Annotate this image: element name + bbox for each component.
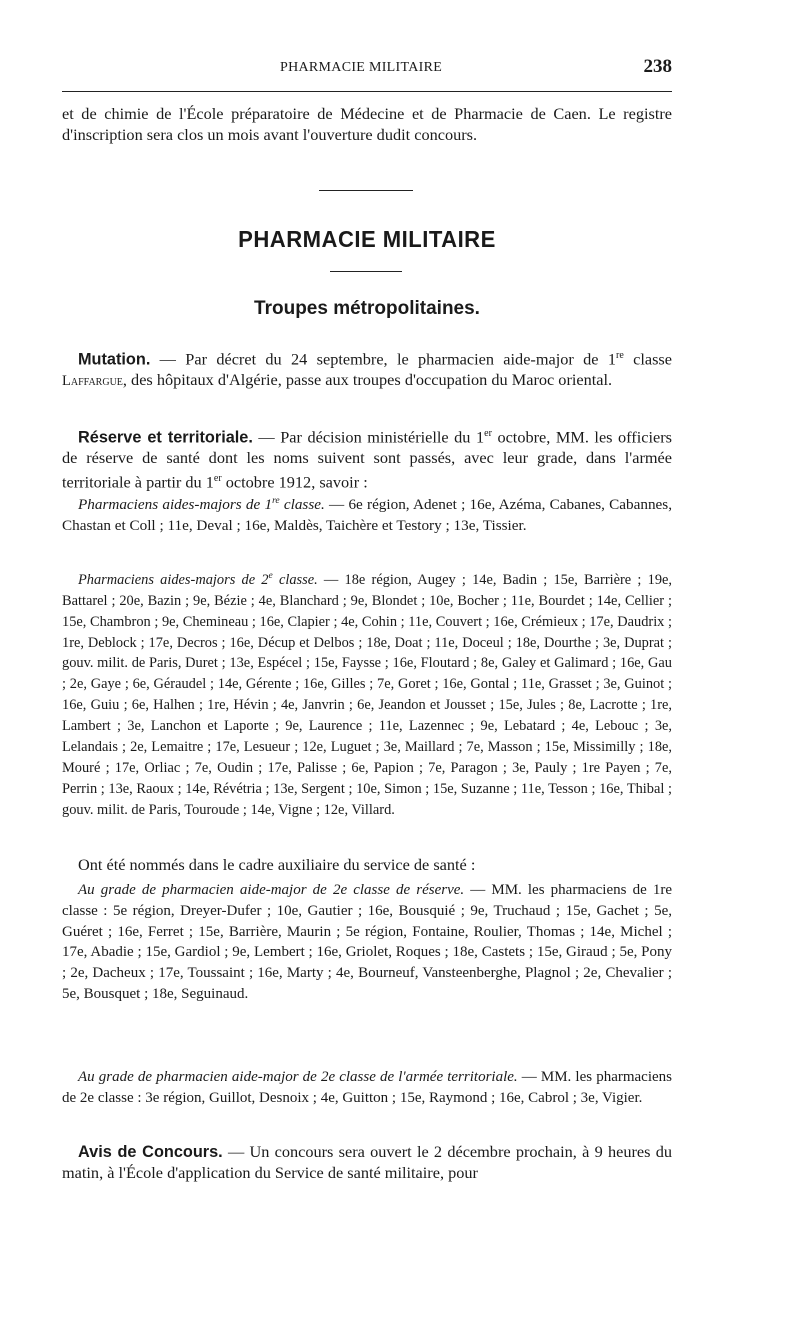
reserve-paragraph	[62, 424, 672, 493]
aide-major-territorial-body: — MM. les pharmaciens de 2e classe : 3e région, Guillot, Desnoix ; 4e, Guitton ; 15e, Raymond ; 16e, Cabrol ; 3e, Vigier.	[62, 1069, 672, 1106]
section-title: PHARMACIE MILITAIRE	[238, 226, 496, 252]
intro-paragraph	[62, 104, 672, 146]
mutation-text-b: classe	[623, 349, 672, 369]
aide-major-reserve-paragraph	[62, 880, 672, 1005]
first-class-paragraph	[62, 491, 672, 536]
header-rule	[62, 91, 672, 92]
intro-text: et de chimie de l'École préparatoire de Médecine et de Pharmacie de Caen. Le registre d'inscription sera clos un mois avant l'ouverture dudit concours.	[62, 104, 672, 144]
auxiliary-text: Ont été nommés dans le cadre auxiliaire du service de santé :	[78, 855, 476, 874]
aide-major-territorial-label: Au grade de pharmacien aide-major de 2e classe de l'armée territoriale.	[78, 1069, 518, 1085]
reserve-text-a: — Par décision ministérielle du 1	[252, 427, 485, 447]
running-head	[62, 56, 672, 80]
first-class-label-sup: re	[272, 496, 280, 506]
second-class-label-b: classe.	[272, 571, 318, 588]
mutation-heading: Mutation.	[78, 350, 151, 369]
title-underline-rule	[330, 271, 402, 272]
mutation-name: Laffargue	[62, 373, 123, 390]
concours-heading: Avis de Concours.	[78, 1143, 223, 1161]
reserve-text-c: octobre 1912, savoir :	[221, 472, 368, 492]
mutation-text-a: — Par décret du 24 septembre, le pharmacien aide-major de 1	[150, 349, 616, 369]
mutation-sup: re	[616, 350, 624, 361]
auxiliary-paragraph	[62, 855, 672, 876]
reserve-heading: Réserve et territoriale.	[78, 428, 253, 447]
running-title: PHARMACIE MILITAIRE	[280, 60, 443, 75]
aide-major-reserve-label: Au grade de pharmacien aide-major de 2e classe de réserve.	[78, 882, 465, 898]
page-number: 238	[643, 56, 672, 77]
mutation-text-c: , des hôpitaux d'Algérie, passe aux troupes d'occupation du Maroc oriental.	[122, 370, 613, 390]
concours-paragraph	[62, 1142, 672, 1184]
aide-major-reserve-body: — MM. les pharmaciens de 1re classe : 5e région, Dreyer-Dufer ; 10e, Gautier ; 16e, Bousquié ; 9e, Truchaud ; 15e, Gachet ; 5e, Guéret ; 16e, Ferret ; 15e, Barrière, Maurin ; 5e région, Fontaine, Roulier, Thomas ; 14e, Michel ; 17e, Abadie ; 15e, Gardiol ; 9e, Lembert ; 16e, Griolet, Roques ; 18e, Castets ; 15e, Giraud ; 5e, Pony ; 2e, Dacheux ; 17e, Toussaint ; 16e, Marty ; 4e, Bourneuf, Vansteenberghe, Plagnol ; 2e, Chevalier ; 5e, Bousquet ; 18e, Seguinaud.	[62, 882, 672, 1002]
reserve-sup-b: er	[213, 473, 222, 485]
reserve-text-b: octobre, MM. les officiers de réserve de santé dont les noms suivent sont passés, avec leur grade, dans l'armée territoriale à partir du 1	[62, 427, 672, 492]
second-class-label-a: Pharmaciens aides-majors de 2	[78, 571, 269, 588]
aide-major-territorial-paragraph	[62, 1067, 672, 1109]
second-class-label-sup: e	[268, 571, 273, 581]
first-class-label-b: classe.	[279, 496, 325, 514]
second-class-paragraph	[62, 566, 672, 821]
section-separator-rule	[319, 190, 413, 191]
reserve-sup-a: er	[484, 428, 492, 439]
section-subtitle: Troupes métropolitaines.	[254, 298, 480, 319]
mutation-paragraph	[62, 346, 672, 392]
first-class-body: — 6e région, Adenet ; 16e, Azéma, Cabanes, Cabannes, Chastan et Coll ; 11e, Deval ; 16e, Maldès, Taichère et Testory ; 13e, Tissier.	[62, 496, 672, 534]
second-class-body: — 18e région, Augey ; 14e, Badin ; 15e, Barrière ; 19e, Battarel ; 20e, Bazin ; 9e, Bézie ; 4e, Blanchard ; 9e, Blondet ; 10e, Bocher ; 11e, Bourdet ; 14e, Cellier ; 15e, Chambron ; 9e, Chemineau ; 16e, Clapier ; 4e, Cohin ; 11e, Couvert ; 16e, Crémieux ; 17e, Daudrix ; 1re, Deblock ; 17e, Decros ; 16e, Décup et Delbos ; 18e, Doat ; 11e, Doceul ; 18e, Dourthe ; 3e, Duprat ; gouv. milit. de Paris, Duret ; 13e, Espécel ; 15e, Faysse ; 16e, Floutard ; 8e, Galey et Galimard ; 16e, Gau ; 2e, Gaye ; 6e, Géraudel ; 14e, Gérente ; 16e, Gilles ; 7e, Goret ; 16e, Gontal ; 11e, Grasset ; 3e, Guinot ; 16e, Guiu ; 6e, Halhen ; 1re, Hévin ; 4e, Janvrin ; 6e, Jeandon et Jousset ; 15e, Jules ; 8e, Lacrotte ; 1re, Lambert ; 3e, Lanchon et Laporte ; 9e, Laurence ; 11e, Lazennec ; 9e, Lebatard ; 4e, Lebouc ; 3e, Lelandais ; 2e, Lemaitre ; 17e, Lesueur ; 12e, Luguet ; 3e, Maillard ; 7e, Masson ; 15e, Missimilly ; 18e, Mouré ; 17e, Orliac ; 7e, Oudin ; 17e, Palisse ; 6e, Papion ; 7e, Paragon ; 3e, Pauly ; 1re Payen ; 7e, Perrin ; 13e, Raoux ; 14e, Révétria ; 13e, Sergent ; 10e, Simon ; 15e, Suzanne ; 11e, Tesson ; 16e, Thibal ; gouv. milit. de Paris, Touroude ; 14e, Vigne ; 12e, Villard.	[62, 571, 672, 818]
first-class-label-a: Pharmaciens aides-majors de 1	[78, 496, 273, 514]
concours-text: — Un concours sera ouvert le 2 décembre prochain, à 9 heures du matin, à l'École d'application du Service de santé militaire, pour	[62, 1142, 672, 1182]
